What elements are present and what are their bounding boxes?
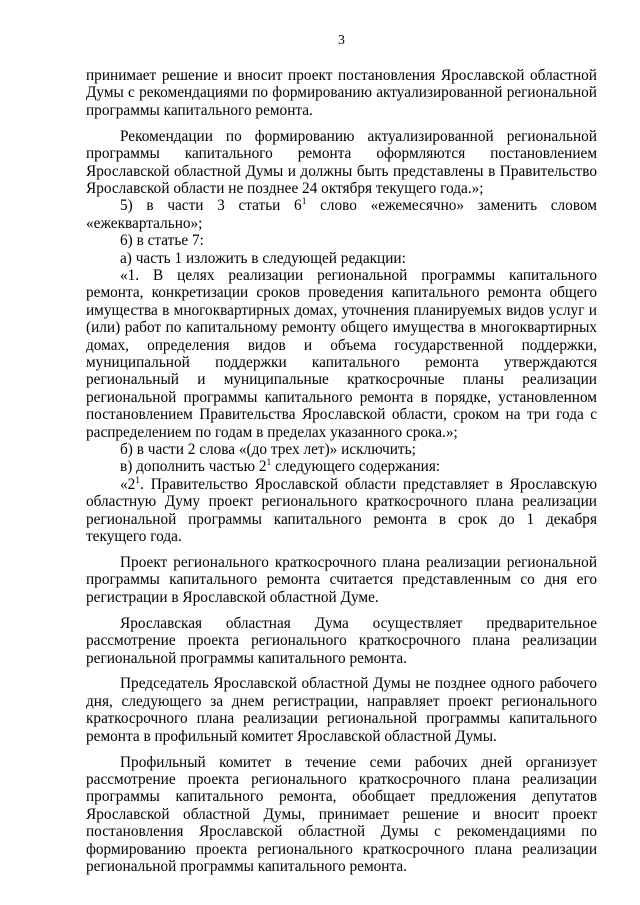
paragraph-part-1-text: «1. В целях реализации региональной программы капитального ремонта, конкретизации сроков проведения капитального ремонта общего имущества в многоквартирных домах, уточнения планируемых видов услуг и (или) работ по капитальному ремонту общего имущества в многоквартирных домах, определения видов и объема государственной поддержки, муниципальной поддержки капитального ремонта утверждаются региональный и муниципальные краткосрочные планы реализации региональной программы капитального ремонта в порядке, установленном постановлением Правительства Ярославской области, сроком на три года с распределением по годам в пределах указанного срока.»; xyxy=(86,266,597,441)
paragraph-item-5 xyxy=(86,197,597,232)
item-5-text-start: 5) в части 3 статьи 6 xyxy=(120,197,302,215)
paragraph-item-6v xyxy=(86,458,597,475)
item-6v-superscript: 1 xyxy=(266,458,272,469)
paragraph-continuation: принимает решение и вносит проект постановления Ярославской областной Думы с рекомендациями по формированию актуализированной региональной программы капитального ремонта. xyxy=(86,67,597,119)
item-6v-text-start: в) дополнить частью 2 xyxy=(120,458,267,476)
item-5-text-end: слово «ежемесячно» заменить словом «ежеквартально»; xyxy=(86,197,597,232)
paragraph-preliminary-review: Ярославская областная Дума осуществляет предварительное рассмотрение проекта регионального краткосрочного плана реализации региональной программы капитального ремонта. xyxy=(86,614,597,667)
paragraph-recommendations: Рекомендации по формированию актуализированной региональной программы капитального ремонта оформляются постановлением Ярославской областной Думы и должны быть представлены в Правительство Ярославской области не позднее 24 октября текущего года.»; xyxy=(86,127,597,197)
paragraph-chairman: Председатель Ярославской областной Думы не позднее одного рабочего дня, следующего за днем регистрации, направляет проект регионального краткосрочного плана реализации региональной программы капитального ремонта в профильный комитет Ярославской областной Думы. xyxy=(86,675,597,745)
paragraph-item-6: 6) в статье 7: xyxy=(120,232,204,250)
paragraph-part-2-1 xyxy=(86,476,597,546)
paragraph-item-6a: а) часть 1 изложить в следующей редакции: xyxy=(120,249,406,267)
document-body xyxy=(86,67,597,875)
part-2-1-superscript: 1 xyxy=(135,475,141,486)
paragraph-committee: Профильный комитет в течение семи рабочих дней организует рассмотрение проекта регионального краткосрочного плана реализации программы капитального ремонта, обобщает предложения депутатов Ярославской областной Думы, принимает решение и вносит проект постановления Ярославской областной Думы с рекомендациями по формированию проекта регионального краткосрочного плана реализации региональной программы капитального ремонта. xyxy=(86,753,597,875)
part-2-1-text-start: «2 xyxy=(120,475,136,493)
page-number: 3 xyxy=(338,32,345,47)
paragraph-item-6b: б) в части 2 слова «(до трех лет)» исключить; xyxy=(120,441,416,459)
part-2-1-text-end: . Правительство Ярославской области представляет в Ярославскую областную Думу проект регионального краткосрочного плана реализации региональной программы капитального ремонта в срок до 1 декабря текущего года. xyxy=(86,475,597,546)
paragraph-project-registration: Проект регионального краткосрочного плана реализации региональной программы капитального ремонта считается представленным со дня его регистрации в Ярославской областной Думе. xyxy=(86,553,597,606)
item-6v-text-end: следующего содержания: xyxy=(271,458,441,476)
item-5-superscript: 1 xyxy=(301,197,307,208)
